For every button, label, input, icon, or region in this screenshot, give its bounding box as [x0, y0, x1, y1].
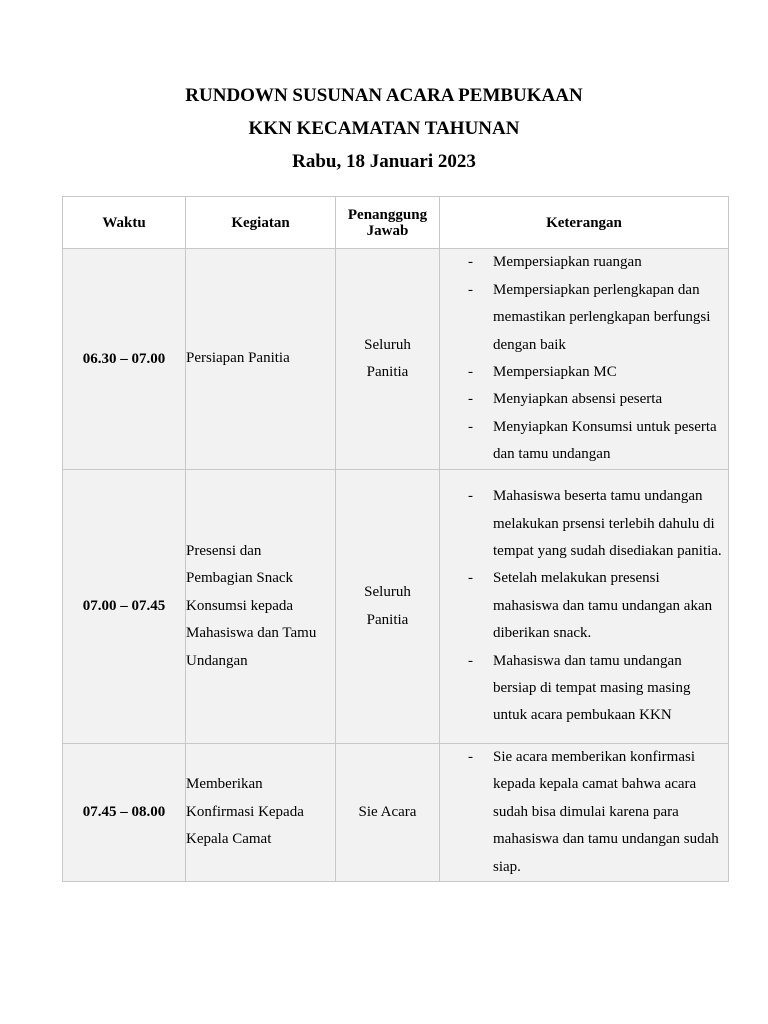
keterangan-list: [440, 483, 728, 730]
list-item: - Mahasiswa beserta tamu undangan melakukan prsensi terlebih dahulu di tempat yang sudah disediakan panitia.: [468, 488, 722, 559]
cell-keterangan: [440, 470, 729, 744]
table-row: [63, 744, 729, 882]
cell-keterangan: [440, 249, 729, 470]
list-item: - Sie acara memberikan konfirmasi kepada kepala camat bahwa acara sudah bisa dimulai karena para mahasiswa dan tamu undangan sudah siap.: [468, 749, 719, 875]
header-waktu: Waktu: [63, 197, 186, 249]
doc-subtitle: KKN KECAMATAN TAHUNAN: [248, 118, 520, 139]
table-row: [63, 470, 729, 744]
header-kegiatan: Kegiatan: [186, 197, 336, 249]
doc-date: Rabu, 18 Januari 2023: [292, 151, 476, 172]
penanggung-jawab-text: Seluruh Panitia: [364, 336, 411, 380]
header-keterangan: Keterangan: [440, 197, 729, 249]
table-row: [63, 249, 729, 470]
list-item: - Mempersiapkan perlengkapan dan memastikan perlengkapan berfungsi dengan baik: [468, 281, 711, 353]
keterangan-list: [440, 744, 728, 881]
penanggung-jawab-text: Sie Acara: [358, 803, 417, 820]
penanggung-jawab-text: Seluruh Panitia: [364, 584, 411, 628]
list-item: - Mempersiapkan ruangan: [468, 254, 642, 271]
rundown-table: [62, 196, 729, 882]
table-header-row: [63, 197, 729, 249]
cell-penanggung-jawab: [336, 744, 440, 882]
cell-kegiatan: [186, 249, 336, 470]
keterangan-list: [440, 249, 728, 468]
cell-penanggung-jawab: [336, 470, 440, 744]
list-item: - Mempersiapkan MC: [468, 364, 617, 380]
kegiatan-text: Persiapan Panitia: [186, 350, 290, 367]
header-penanggung-jawab: Penanggung Jawab: [336, 197, 440, 249]
title-block: [0, 86, 768, 171]
kegiatan-text: Memberikan Konfirmasi Kepada Kepala Camat: [186, 776, 304, 848]
cell-waktu: 07.45 – 08.00: [63, 744, 186, 882]
cell-keterangan: [440, 744, 729, 882]
doc-title: RUNDOWN SUSUNAN ACARA PEMBUKAAN: [185, 85, 583, 106]
list-item: - Menyiapkan Konsumsi untuk peserta dan tamu undangan: [468, 418, 717, 463]
kegiatan-text: Presensi dan Pembagian Snack Konsumsi kepada Mahasiswa dan Tamu Undangan: [186, 542, 317, 669]
cell-waktu: 07.00 – 07.45: [63, 470, 186, 744]
cell-waktu: 06.30 – 07.00: [63, 249, 186, 470]
cell-kegiatan: [186, 470, 336, 744]
list-item: - Mahasiswa dan tamu undangan bersiap di tempat masing masing untuk acara pembukaan KKN: [468, 652, 691, 724]
cell-penanggung-jawab: [336, 249, 440, 470]
list-item: - Setelah melakukan presensi mahasiswa dan tamu undangan akan diberikan snack.: [468, 570, 713, 642]
list-item: - Menyiapkan absensi peserta: [468, 391, 663, 408]
cell-kegiatan: [186, 744, 336, 882]
